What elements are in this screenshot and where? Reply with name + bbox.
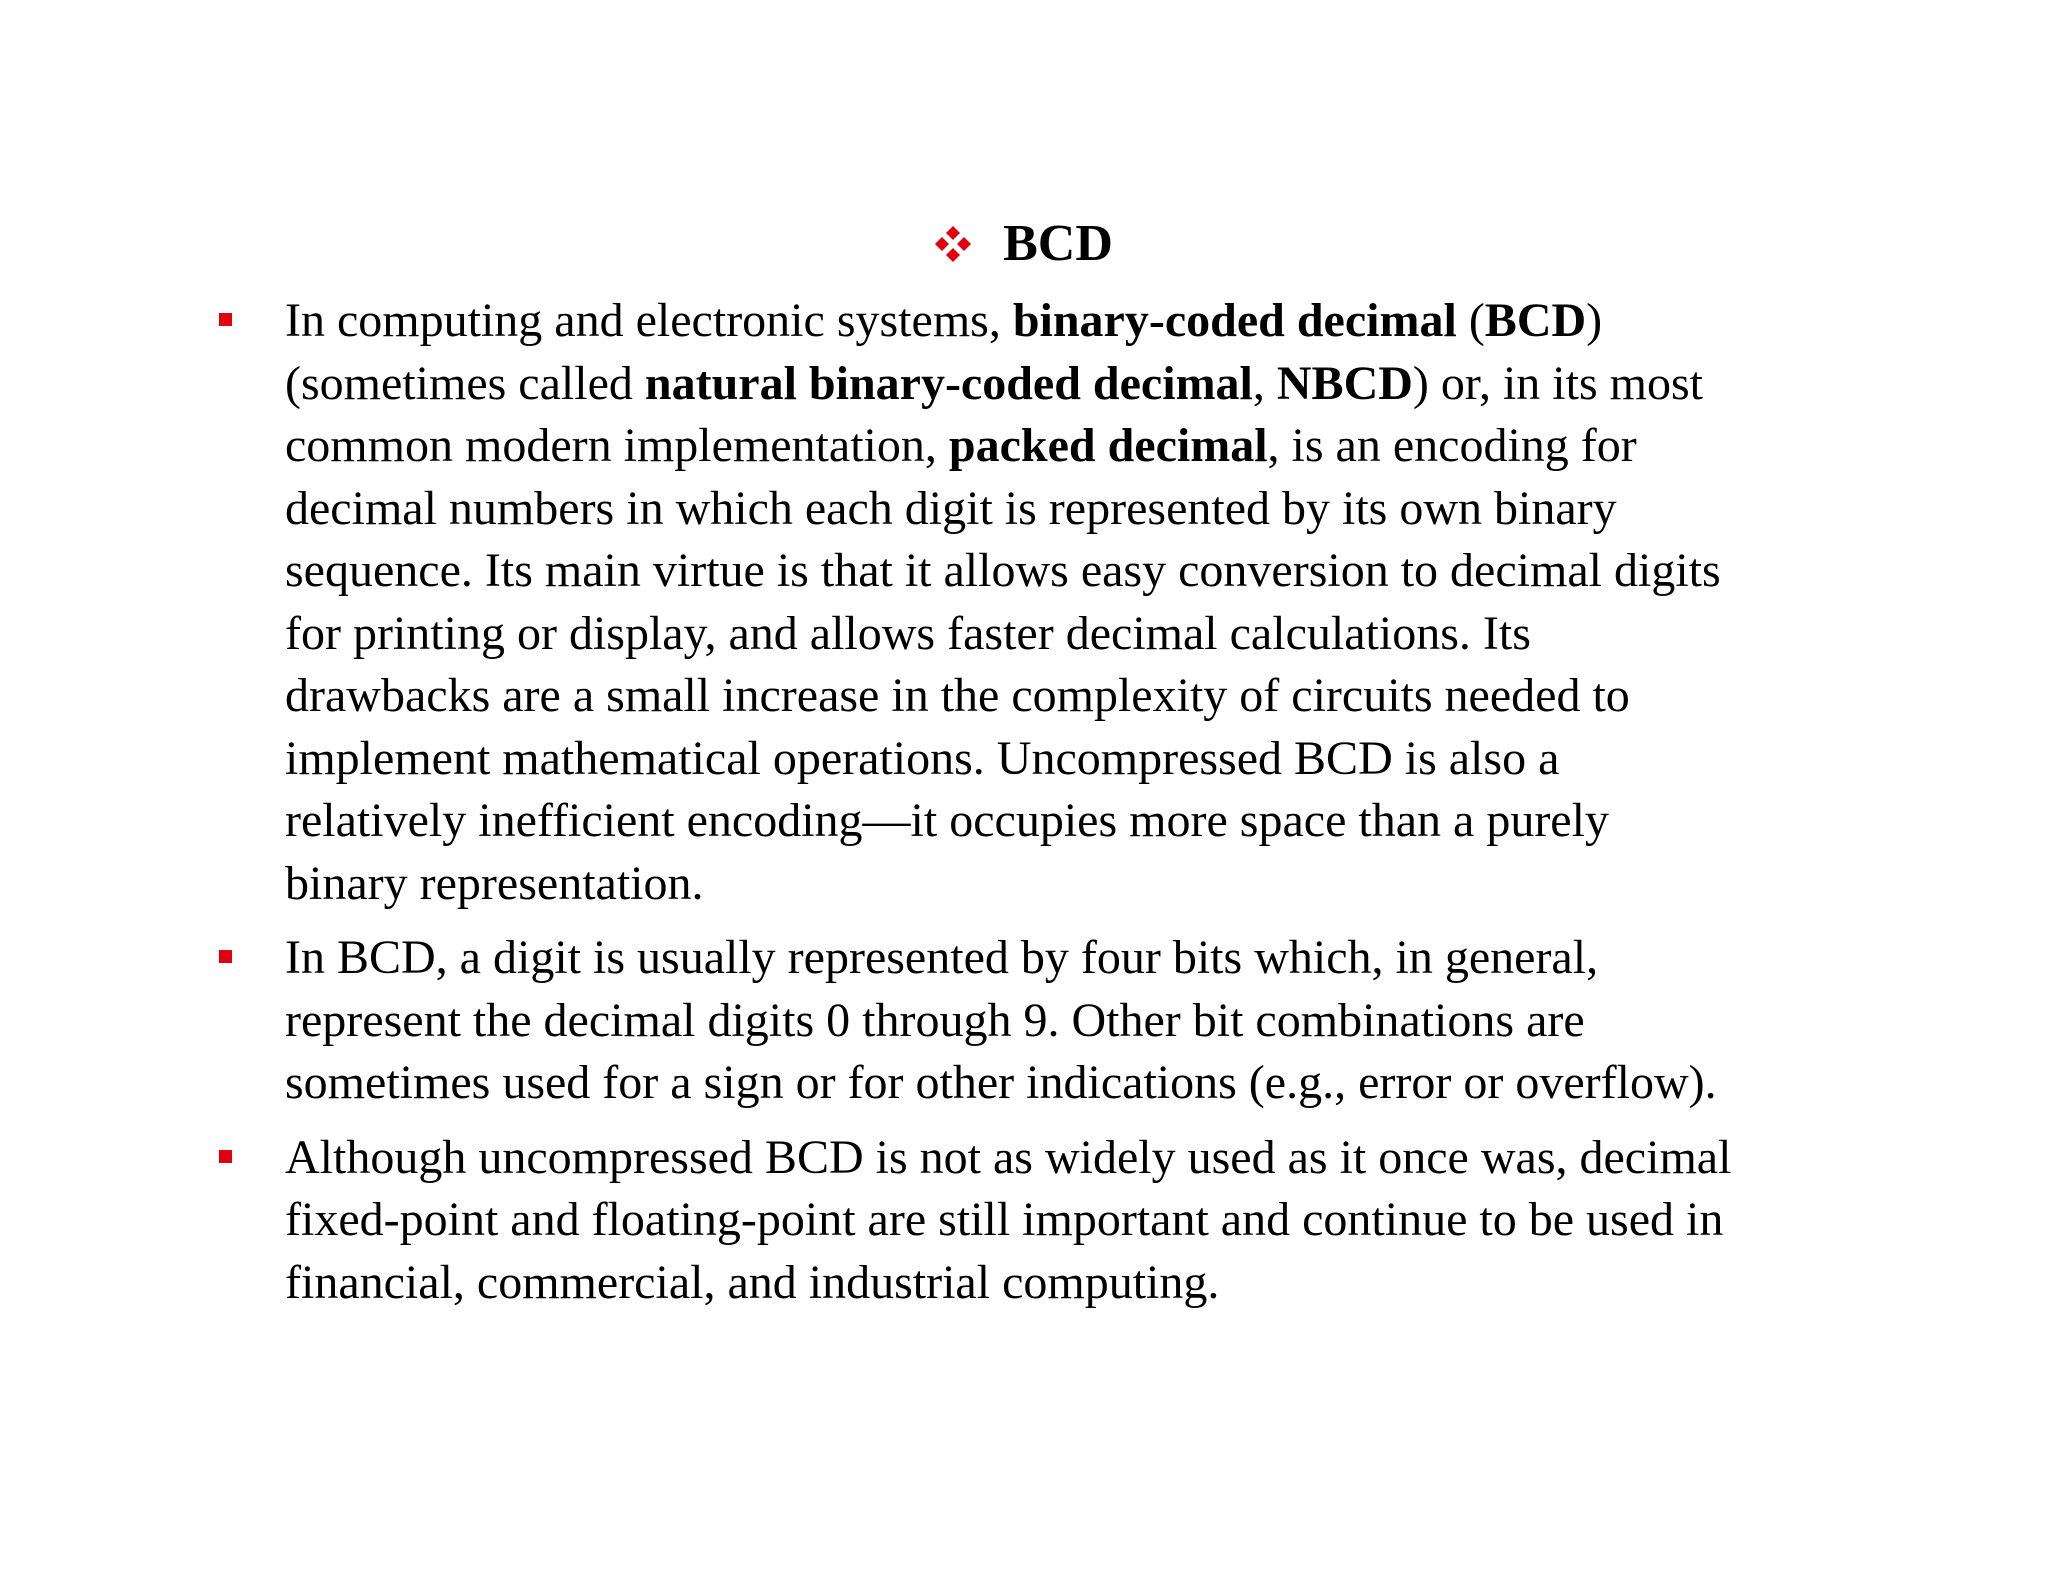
bullet-line [285, 478, 1885, 541]
bullet-line [285, 353, 1885, 416]
bold-term: NBCD [1276, 356, 1413, 410]
bullet-line [285, 790, 1885, 853]
bullet-line [285, 853, 1885, 916]
square-bullet-icon [219, 313, 232, 326]
square-bullet-icon [219, 950, 232, 963]
bullet-line [285, 1189, 1885, 1252]
bullet-line [285, 990, 1885, 1053]
text-segment: ( [1456, 294, 1485, 347]
bullet-line [285, 290, 1885, 353]
text-segment: financial, commercial, and industrial computing. [285, 1255, 1220, 1309]
text-segment: binary representation. [285, 856, 704, 910]
bold-term: BCD [1484, 294, 1587, 347]
bullet-line [285, 1052, 1885, 1115]
text-segment: , is an encoding for [1267, 419, 1637, 472]
text-segment: Although uncompressed BCD is not as widely used as it once was, decimal [285, 1130, 1732, 1184]
text-segment: In computing and electronic systems, [285, 294, 1013, 347]
text-segment: ) or, in its most [1412, 356, 1703, 410]
bullet-item [285, 927, 1885, 1115]
bullet-line [285, 415, 1885, 478]
text-segment: ) [1586, 294, 1603, 347]
text-segment: (sometimes called [285, 356, 645, 410]
bullet-line [285, 728, 1885, 791]
text-segment: represent the decimal digits 0 through 9. Other bit combinations are [285, 993, 1585, 1047]
bullet-item [285, 290, 1885, 915]
bold-term: packed decimal [948, 419, 1268, 472]
text-segment: drawbacks are a small increase in the complexity of circuits needed to [285, 669, 1630, 722]
text-segment: sequence. Its main virtue is that it allows easy conversion to decimal digits [285, 544, 1721, 597]
bullet-line [285, 1252, 1885, 1315]
bullet-line [285, 927, 1885, 990]
text-segment: fixed-point and floating-point are still important and continue to be used in [285, 1193, 1724, 1246]
text-segment: In BCD, a digit is usually represented by four bits which, in general, [285, 931, 1599, 984]
text-segment: common modern implementation, [285, 419, 949, 472]
text-segment: sometimes used for a sign or for other indications (e.g., error or overflow). [285, 1056, 1717, 1109]
bullet-line [285, 665, 1885, 728]
square-bullet-icon [219, 1150, 232, 1163]
four-diamond-icon [935, 226, 971, 262]
bullet-list [285, 290, 1885, 1326]
text-segment: , [1252, 356, 1277, 410]
text-segment: for printing or display, and allows faster decimal calculations. Its [285, 606, 1531, 660]
text-segment: relatively inefficient encoding—it occupies more space than a purely [285, 794, 1609, 847]
bold-term: natural binary-coded decimal [644, 356, 1253, 410]
heading-title: BCD [1003, 215, 1113, 272]
slide-heading [0, 212, 2048, 276]
text-segment: implement mathematical operations. Uncompressed BCD is also a [285, 731, 1560, 785]
bold-term: binary-coded decimal [1012, 294, 1457, 347]
bullet-item [285, 1127, 1885, 1315]
bullet-line [285, 540, 1885, 603]
bullet-line [285, 1127, 1885, 1190]
text-segment: decimal numbers in which each digit is represented by its own binary [285, 481, 1617, 535]
bullet-line [285, 603, 1885, 666]
